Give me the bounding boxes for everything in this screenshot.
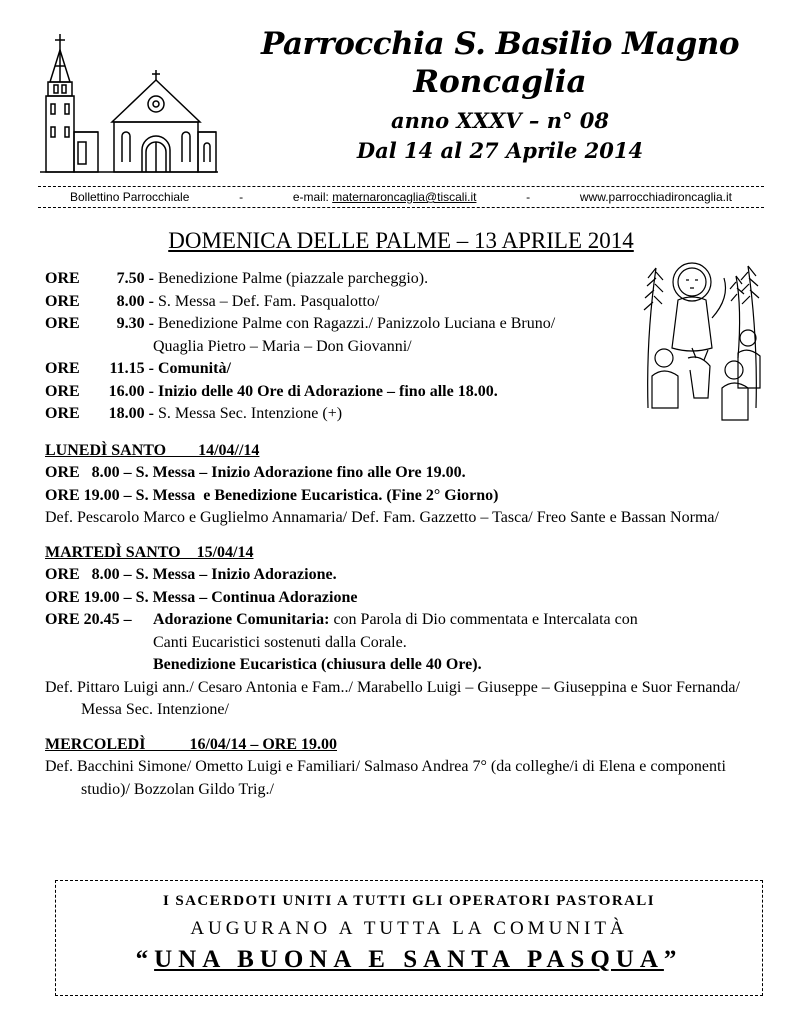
easter-greeting-box	[55, 880, 763, 996]
tuesday-line: ORE 8.00 – S. Messa – Inizio Adorazione.	[45, 566, 337, 583]
tuesday-line: ORE 19.00 – S. Messa – Continua Adorazione	[45, 588, 358, 606]
tuesday-heading: MARTEDÌ SANTO 15/04/14	[45, 543, 254, 561]
tuesday-line-continuation: Canti Eucaristici sostenuti dalla Corale.	[153, 633, 407, 651]
schedule-row: ORE 9.30 - Benedizione Palme con Ragazzi./ Panizzolo Luciana e Bruno/	[45, 315, 556, 332]
separator: -	[239, 190, 244, 204]
schedule-row: ORE 8.00 - S. Messa – Def. Fam. Pasqualotto/	[45, 292, 380, 310]
wednesday-intentions: Def. Bacchini Simone/ Ometto Luigi e Familiari/ Salmaso Andrea 7° (da colleghe/i di Elena e componenti studio)/ Bozzolan Gildo Trig./	[45, 758, 726, 798]
schedule-row-continuation: Quaglia Pietro – Maria – Don Giovanni/	[153, 337, 412, 355]
email-label: e-mail:	[292, 190, 329, 204]
church-illustration	[38, 32, 220, 174]
schedule-row: ORE 7.50 - Benedizione Palme (piazzale parcheggio).	[45, 270, 429, 287]
monday-heading: LUNEDÌ SANTO 14/04//14	[45, 441, 260, 459]
monday-intentions: Def. Pescarolo Marco e Guglielmo Annamaria/ Def. Fam. Gazzetto – Tasca/ Freo Sante e Bassan Norma/	[45, 509, 719, 526]
palm-sunday-title: DOMENICA DELLE PALME – 13 APRILE 2014	[168, 228, 634, 253]
tuesday-line: ORE 20.45 – Adorazione Comunitaria: con Parola di Dio commentata e Intercalata con	[45, 611, 638, 628]
wednesday-heading: MERCOLEDÌ 16/04/14 – ORE 19.00	[45, 735, 338, 753]
greeting-line-3: “UNA BUONA E SANTA PASQUA”	[135, 946, 683, 973]
monday-line: ORE 8.00 – S. Messa – Inizio Adorazione fino alle Ore 19.00.	[45, 464, 466, 481]
parish-name: Parrocchia S. Basilio Magno	[260, 26, 740, 62]
website-link[interactable]: www.parrocchiadironcaglia.it	[579, 190, 732, 204]
schedule-row: ORE 18.00 - S. Messa Sec. Intenzione (+)	[45, 405, 343, 422]
town-name: Roncaglia	[413, 64, 587, 100]
schedule-row: ORE 16.00 - Inizio delle 40 Ore di Adorazione – fino alle 18.00.	[45, 382, 498, 400]
separator: -	[526, 190, 531, 204]
schedule-row: ORE 11.15 - Comunità/	[45, 360, 231, 377]
date-range: Dal 14 al 27 Aprile 2014	[356, 138, 644, 163]
issue-number: anno XXXV – n° 08	[390, 108, 610, 133]
tuesday-intentions: Def. Pittaro Luigi ann./ Cesaro Antonia e Fam../ Marabello Luigi – Giuseppe – Giuseppina e Suor Fernanda/ Messa Sec. Intenzione/	[45, 678, 740, 718]
email-link[interactable]: maternaroncaglia@tiscali.it	[332, 190, 477, 204]
greeting-line-1: I SACERDOTI UNITI A TUTTI GLI OPERATORI PASTORALI	[163, 893, 655, 909]
email-block	[293, 190, 477, 204]
monday-line: ORE 19.00 – S. Messa e Benedizione Eucaristica. (Fine 2° Giorno)	[45, 486, 499, 504]
info-bar	[38, 186, 764, 208]
greeting-line-2: AUGURANO A TUTTA LA COMUNITÀ	[190, 918, 628, 939]
bulletin-label: Bollettino Parrocchiale	[70, 190, 190, 204]
tuesday-benediction: Benedizione Eucaristica (chiusura delle 40 Ore).	[153, 656, 482, 673]
schedule-content	[45, 268, 765, 801]
